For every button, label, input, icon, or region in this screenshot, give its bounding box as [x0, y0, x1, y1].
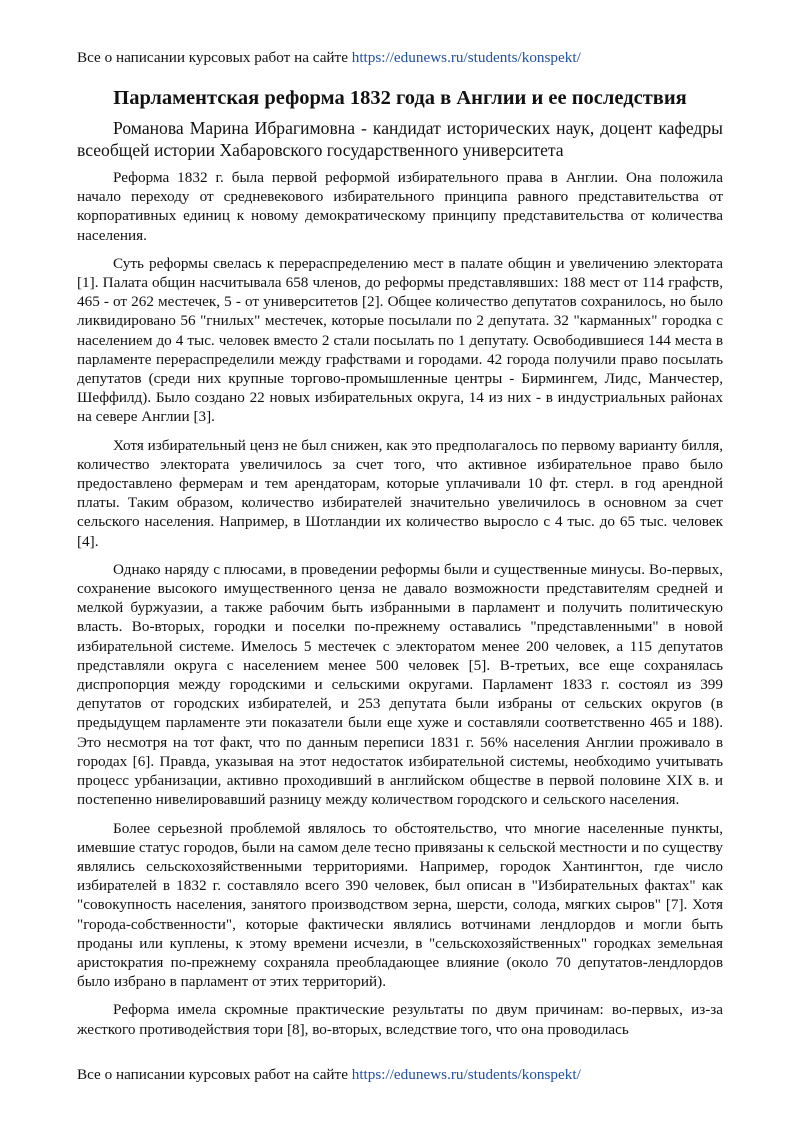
paragraph: Однако наряду с плюсами, в проведении реформы были и существенные минусы. Во-первых, сохранение высокого имущественного ценза не давало возможности представителям средней и мелкой буржуазии, а также рабочим быть избранными в парламент и получить политическую власть. Во-вторых, городки и поселки по-прежнему оставались "представленными" в новой избирательной системе. Имелось 5 местечек с электоратом менее 200 человек, а 115 депутатов представляли округа с населением менее 500 человек [5]. В-третьих, все еще сохранялась диспропорция между городскими и сельскими округами. Парламент 1833 г. состоял из 399 депутатов от городских избирателей, и 253 депутата были избраны от сельских округов (в предыдущем парламенте эти показатели были еще хуже и составляли соответственно 465 и 188). Это несмотря на тот факт, что по данным переписи 1831 г. 56% населения Англии проживало в городах [6]. Правда, указывая на этот недостаток избирательной системы, необходимо учитывать процесс урбанизации, активно проходивший в английском обществе в первой половине XIX в. и постепенно нивелировавший разницу между количеством городского и сельского населения. [77, 560, 723, 809]
paragraph: Хотя избирательный ценз не был снижен, как это предполагалось по первому варианту билля, количество электората увеличилось за счет того, что активное избирательное право было предоставлено фермерам и тем арендаторам, которые уплачивали 10 фт. стерл. в год арендной платы. Таким образом, количество избирателей значительно увеличилось в основном за счет сельского населения. Например, в Шотландии их количество выросло с 4 тыс. до 65 тыс. человек [4]. [77, 436, 723, 550]
paragraph: Реформа 1832 г. была первой реформой избирательного права в Англии. Она положила начало переходу от средневекового избирательного принципа равного представительства от корпоративных единиц к новому демократическому принципу представительства от количества населения. [77, 169, 723, 244]
article-body [77, 168, 723, 1048]
paragraph: Более серьезной проблемой являлось то обстоятельство, что многие населенные пункты, имевшие статус городов, были на самом деле тесно привязаны к сельской местности и по существу являлись сельскохозяйственными территориями. Например, городок Хантингтон, где число избирателей в 1832 г. составляло всего 390 человек, был описан в "Избирательных фактах" как "совокупность населения, занятого производством зерна, шерсти, солода, мягких сыров" [7]. Хотя "города-собственности", которые фактически являлись вотчинами лендлордов и могли быть проданы или куплены, к этому времени исчезли, в "сельскохозяйственных" городках земельная аристократия по-прежнему сохраняла преобладающее влияние (около 70 депутатов-лендлордов было избрано в парламент от этих территорий). [77, 819, 723, 991]
header-text: Все о написании курсовых работ на сайте [77, 49, 352, 66]
paragraph: Суть реформы свелась к перераспределению мест в палате общин и увеличению электората [1]. Палата общин насчитывала 658 членов, до реформы представлявших: 188 мест от 114 графств, 465 - от 262 местечек, 5 - от университетов [2]. Общее количество депутатов сохранилось, но было ликвидировано 56 "гнилых" местечек, которые посылали по 2 депутата. 32 "карманных" городка с населением до 4 тыс. человек вместо 2 стали посылать по 1 депутату. Освободившиеся 144 места в парламенте перераспределили между графствами и городами. 42 города получили право посылать депутатов (среди них крупные торгово-промышленные центры - Бирмингем, Лидс, Манчестер, Шеффилд). Было создано 22 новых избирательных округа, 14 из них - в индустриальных районах на севере Англии [3]. [77, 254, 723, 426]
paragraph: Реформа имела скромные практические результаты по двум причинам: во-первых, из-за жесткого противодействия тори [8], во-вторых, вследствие того, что она проводилась [77, 1001, 723, 1038]
document-page [77, 0, 723, 1131]
author-line: Романова Марина Ибрагимовна - кандидат исторических наук, доцент кафедры всеобщей истории Хабаровского государственного университета [77, 118, 723, 160]
header-link[interactable]: https://edunews.ru/students/konspekt/ [351, 49, 581, 66]
page-header [77, 49, 581, 67]
page-footer [77, 1066, 581, 1084]
article-title: Парламентская реформа 1832 года в Англии и ее последствия [113, 87, 687, 109]
footer-text: Все о написании курсовых работ на сайте [77, 1066, 352, 1083]
footer-link[interactable]: https://edunews.ru/students/konspekt/ [351, 1066, 581, 1083]
